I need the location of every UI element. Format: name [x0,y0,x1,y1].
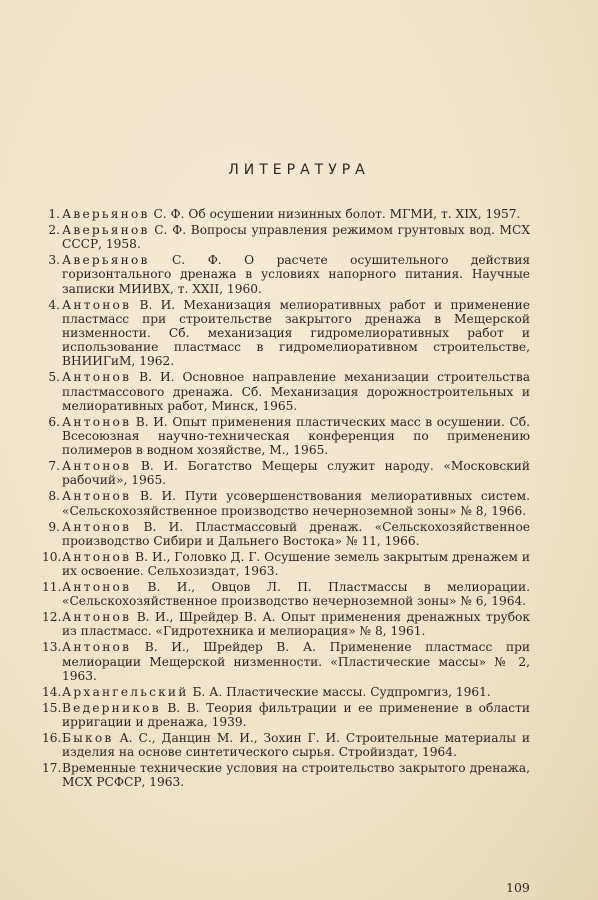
reference-item [42,459,530,487]
reference-text: Временные технические условия на строительство закрытого дренажа, МСХ РСФСР, 1963. [62,761,530,790]
reference-item [42,207,530,221]
reference-number: 14. [42,684,62,699]
reference-author: Аверьянов [62,223,150,237]
reference-item [42,298,530,369]
reference-author: Антонов [62,297,132,312]
reference-number: 16. [42,731,62,746]
reference-item [42,520,530,548]
reference-item [42,701,530,729]
reference-number: 4. [48,297,60,312]
reference-item [42,731,530,759]
reference-author: Антонов [62,519,132,534]
reference-number: 6. [48,414,60,429]
reference-item [42,550,530,578]
reference-number: 13. [42,640,62,655]
reference-number: 15. [42,700,62,715]
reference-author: Антонов [62,370,132,385]
reference-text: В. И. Механизация мелиоративных работ и применение пластмасс при строительстве закрытого дренажа в Мещерской низменности. Сб. механизация гидромелиоративных работ и использование пластмасс в гидромелиоративном строительстве, ВНИИГиМ, 1962. [62,297,531,369]
reference-item [42,580,530,608]
reference-text: В. И. Основное направление механизации строительства пластмассового дренажа. Сб. Механизация дорожностроительных и мелиоративных работ, Минск, 1965. [62,370,530,413]
reference-item [42,761,530,789]
reference-number: 10. [42,549,62,564]
reference-author: Антонов [62,640,132,655]
reference-text: Б. А. Пластические массы. Судпромгиз, 1961. [192,684,491,699]
reference-item [42,640,530,683]
page-number: 109 [506,880,530,895]
reference-author: Антонов [62,610,132,625]
reference-text: С. Ф. Вопросы управления режимом грунтовых вод. МСХ СССР, 1958. [62,223,531,252]
reference-text: С. Ф. Об осушении низинных болот. МГМИ, т. XIX, 1957. [153,207,521,221]
reference-author: Аверьянов [62,253,150,268]
reference-number: 2. [48,223,60,237]
reference-text: В. В. Теория фильтрации и ее применение в области ирригации и дренажа, 1939. [62,700,530,730]
reference-item [42,489,530,517]
reference-number: 7. [48,459,60,474]
reference-author: Антонов [62,414,132,429]
reference-author: Антонов [62,549,132,564]
reference-list [42,207,530,791]
page-title: ЛИТЕРАТУРА [228,162,370,178]
reference-author: Ведерников [62,700,161,715]
reference-number: 8. [48,489,60,504]
reference-text: В. И., Овцов Л. П. Пластмассы в мелиорации. «Сельскохозяйственное производство нечерноземной зоны» № 6, 1964. [62,580,530,609]
reference-item [42,610,530,638]
reference-number: 11. [42,580,62,595]
reference-number: 17. [42,761,62,776]
reference-author: Быков [62,731,114,746]
reference-author: Антонов [62,580,132,595]
reference-item [42,223,530,251]
reference-item [42,685,530,699]
reference-number: 1. [48,207,60,221]
reference-number: 12. [42,610,62,625]
reference-text: В. И. Пластмассовый дренаж. «Сельскохозяйственное производство Сибири и Дальнего Востока» № 11, 1966. [62,519,530,548]
reference-text: В. И., Шрейдер В. А. Опыт применения дренажных трубок из пластмасс. «Гидротехника и мелиорация» № 8, 1961. [62,610,530,639]
reference-author: Аверьянов [62,207,150,221]
reference-text: С. Ф. О расчете осушительного действия горизонтального дренажа в условиях напорного питания. Научные записки МИИВХ, т. XXII, 1960. [62,253,531,296]
reference-author: Архангельский [62,684,189,699]
reference-text: В. И., Шрейдер В. А. Применение пластмасс при мелиорации Мещерской низменности. «Пластические массы» № 2, 1963. [62,640,530,683]
reference-text: В. И. Богатство Мещеры служит народу. «Московский рабочий», 1965. [62,459,531,488]
reference-text: А. С., Данцин М. И., Зохин Г. И. Строительные материалы и изделия на основе синтетического сырья. Стройиздат, 1964. [62,731,530,760]
reference-text: В. И. Пути усовершенствования мелиоративных систем. «Сельскохозяйственное производство нечерноземной зоны» № 8, 1966. [62,489,530,518]
reference-number: 3. [48,253,60,268]
reference-item [42,370,530,413]
reference-author: Антонов [62,459,132,474]
reference-number: 5. [48,370,60,385]
reference-text: В. И. Опыт применения пластических масс в осушении. Сб. Всесоюзная научно-техническая конференция по применению полимеров в водном хозяйстве, М., 1965. [62,414,531,458]
reference-item [42,415,530,458]
reference-author: Антонов [62,489,132,504]
reference-number: 9. [48,519,60,534]
reference-item [42,253,530,296]
reference-text: В. И., Головко Д. Г. Осушение земель закрытым дренажем и их освоение. Сельхозиздат, 1963. [62,549,530,579]
